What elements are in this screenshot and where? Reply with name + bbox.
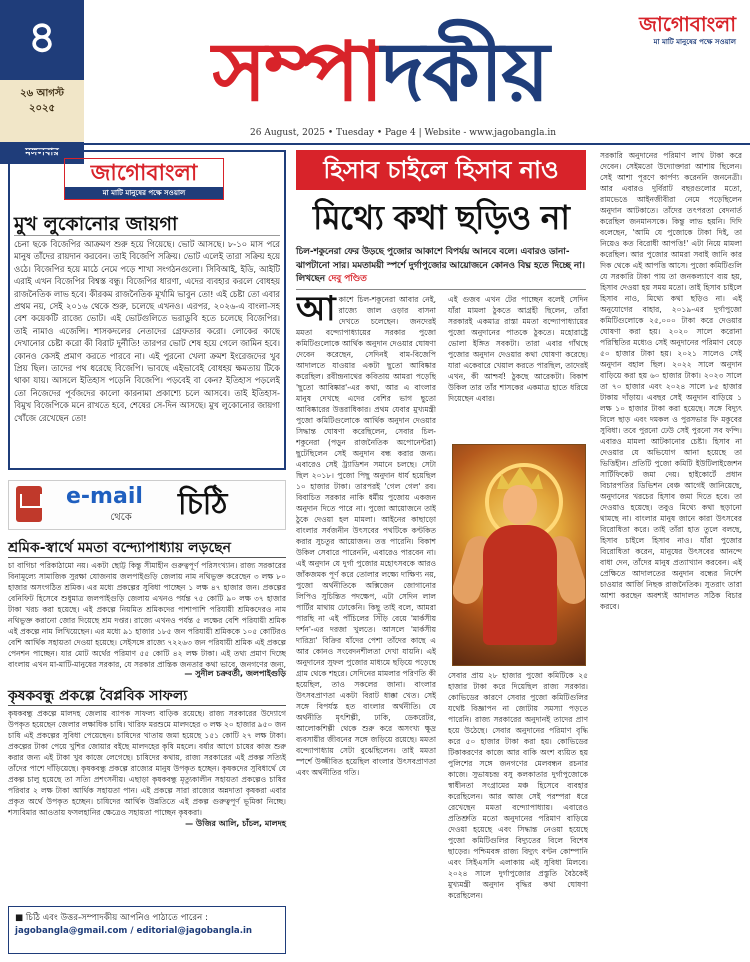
- article-headline-primary: হিসাব চাইলে হিসাব নাও: [296, 150, 586, 190]
- intro-rule: [296, 289, 586, 290]
- durga-idol-image: [452, 444, 586, 666]
- article-intro-text: চিল-শকুনেরা ফের উড়ছে পুজোর আকাশে বিপর্যয় আনবে বলে। এবারও ডানা-ঝাপটানো সার। মমতাময়ী স্পর্শে দুর্গাপুজোর আয়োজনে কোনও বিঘ্ন হতে দিচ্ছে না। লিখছেন: [296, 247, 585, 284]
- article-column-3: সরকারি অনুদানের পরিমাণ লাখ টাকা করে দেবেন। সেইমতো উদ্যোক্তারা আশায় ছিলেন। সেই আশা পূরণে কার্পণ্য করেননি জননেত্রী। আর এবারও দুর্বিরাট বছরগুলোর মতো, রামভেঙে আইনজীবীরা নেমে পড়েছিলেন অনুদান আটকাতে। তাঁদের তৎপরতা বেদনার্ত করেছিল জনমানসকে। কিন্তু লাভ হয়নি। দিদি বলেছেন, 'আমি যে পুজোকে টাকা দিই, তা নিয়েও কত বিরোধী আপত্তি!' এটা নিয়ে মামলা করেছিল। আর পুজোর আমরা সবাই জানি কার দিক থেকে এই আপত্তি আসে। পুজো কমিটিগুলি যে সরকারি টাকা পায় তা জনকল্যাণে ব্যয় হয়, হিসাব দেওয়া হয় সময় মতো। তাই হিসাব চাইলে হিসাব নাও, মিথ্যে কথা ছড়িও না। এই অনুযোগের বাহার, ২০১৯-এর দুর্গাপুজো কমিটিগুলোকে ২৫,০০০ টাকা করে দেওয়ার ঘোষণা করা হয়। ২০২০ সালে করোনা পরিস্থিতির মধ্যেও সেই অনুদানের পরিমাণ বেড়ে ৫০ হাজার টাকা হয়। ২০২১ সালেও সেই অনুদান বহাল ছিল। ২০২২ সালে অনুদান বাড়িয়ে করা হয় ৬০ হাজার টাকা। ২০২৩ সালে তা ৭০ হাজার এবং ২০২৪ সালে ৮৫ হাজার টাকায় দাঁড়ায়। এবছর সেই অনুদান বাড়িয়ে ১ লক্ষ ১০ হাজার টাকা করা হয়েছে। সঙ্গে বিদ্যুৎ বিলে ছাড় এবং দমকল ও পুরসভার ফি মকুবের সুবিধা। তবে পুরনো ঢেউ সেই পুরনো সব ফন্দি। এবারও মামলা আটকানোর চেষ্টা। হিসাব না দেওয়ার যে অভিযোগ আনা হয়েছে তা ভিত্তিহীন। প্রতিটি পুজো কমিটি ইউটিলাইজেশন সার্টিফিকেট জমা দেয়। হাইকোর্টে প্রধান বিচারপতির ডিভিশন বেঞ্চ আগেই জানিয়েছে, অনুদানের খরচের হিসাব জমা দিতে হবে। তা দেওয়াও হয়েছে। তবুও মিথ্যে কথা ছড়ানো থামছে না। বাংলার মানুষ জানে কারা উৎসবের বিরোধিতা করে। তাই তাঁরা হাত তুলে বলছে, হিসাব চাইলে হিসাব নাও। যাঁরা পুজোর বিরোধিতা করেন, মানুষের উৎসবের আনন্দে বাধা দেন, তাঁদের মানুষ প্রত্যাখ্যান করবেন। এই প্রেক্ষিতে আদালতের অনুদান বন্ধের নির্দেশ চাওয়ার আর্জি নিছক রাজনৈতিক। সুতরাং তারা আশা করছেন অবশ্যই আদালত সঠিক বিচার করবে।: [600, 151, 742, 611]
- weekday: মঙ্গলবার: [0, 142, 84, 164]
- page-number: ৪: [0, 0, 84, 80]
- letter-body: চা বাগিচা পরিকাঠামো নয়। একটা ছোট্ট কিন্তু সীমাহীন গুরুত্বপূর্ণ পরিসংখ্যান। রাজ্য সরকারের বিনামূল্যে সামাজিক সুরক্ষা যোজনায় জলপাইগুড়ি জেলায় নাম নথিভুক্ত করেছেন ৩ লক্ষ ৮০ হাজার অসংগঠিত শ্রমিক। এর মধ্যে প্রকল্পের সুবিধা পাচ্ছেন ১ লক্ষ ৪৭ হাজার জন। প্রকল্পের বেনিফিট হিসেবে শুধুমাত্র জলপাইগুড়ি জেলায় এখনও পর্যন্ত ৭৫ কোটি ৯০ লক্ষ ৩৭ হাজার টাকা খরচ করা হয়েছে। এই প্রকল্পে নিয়মিত শ্রমিকদের পাশাপাশি পরিযায়ী শ্রমিকদেরও নাম নথিভুক্ত করানো জোর দিয়েছে শ্রম দপ্তর। রাজ্যে এখনও পর্যন্ত ৫ লক্ষের বেশি পরিযায়ী শ্রমিক এই প্রকল্পে নাম লিখিয়েছেন। এর মধ্যে ৯১ হাজার ১৮৫ জন পরিযায়ী শ্রমিককে ১০৫ কোটিরও বেশি আর্থিক সহায়তা দেওয়া হয়েছে। সেইসঙ্গে রাজ্যে ৭২২৬৩ জন পরিযায়ী শ্রমিক এই প্রকল্পে পেনশন পাচ্ছেন। যার মোট অর্থের পরিমাণ ৫৫ কোটি ৪২ লক্ষ টাকা। এই তথ্য প্রমাণ দিচ্ছে বাংলায় এখন মা-মাটি-মানুষের সরকার, যে সরকার প্রান্তিক জনতার কথা ভাবে, জনগণের জন্য,: [8, 561, 286, 668]
- header-logo-tagline: মা মাটি মানুষের পক্ষে সওয়াল: [653, 38, 736, 46]
- date-box: [0, 80, 84, 142]
- article-column-1-text: কাশে চিল-শকুনেরা আবার নেই, রাজ্যে জাল ওড়ার বাসনা দেখতে চলেছেন। জনদেরই মমতা বন্দ্যোপাধ্যায়ের সরকার পুজো কমিটিগুলোকে আর্থিক অনুদান দেওয়ার ঘোষণা দেবেন করেছেন, সেদিনই বাম-বিজেপি আদালতে যাওয়ার একটা ছুতো আবিষ্কার করেছিল। রবীন্দ্রনাথের কবিতায় আমরা পড়েছি 'ছুতো আবিষ্কার'-এর কথা, আর এ বাংলার মানুষ দেখছে এদের বেশির ভাগ ছুতো আবিষ্কারের উত্তরাধিকার। প্রথম যেবার মুখ্যমন্ত্রী পুজো কমিটিগুলোকে আর্থিক অনুদান দেওয়ার সিদ্ধান্ত ঘোষণা করেছিলেন, সেবার চিল-শকুনেরা (পড়ুন রাজনৈতিক অপোনেন্টরা) ছুটেছিলেন সেই অনুদান বন্ধ করার জন্য। এবারেও সেই ট্র্যাডিশন সমানে চলছে। সেটা ছিল ২০১৮। পুজো পিছু অনুদান ধার্য হয়েছিল ১০ হাজার টাকা। তারপরই 'গেল গেল' রব। বিবাচিত সরকার নাকি ধর্মীয় পুজোয় একজন অনুদান দিতে পারে না। পুজো আয়োজনে তাই ঠুকে দেওয়া হল মামলা। আইনের কাছাড়ো বাংলার সর্বজনীন উৎসবের পথটিকে কণ্টকিত করার সুচতুর আয়োজন। তত্ত পারেনি। বিকাশ উকিল সেবারে পারেননি, এবারেও পারবেন না। এই অনুদান যে দুর্গা পুজোর মহোৎসবকে আরও জাঁকজমক পূর্ণ করে তোলার লক্ষ্যে দাক্ষিণ্য নয়, পুজো অর্থনীতিকে অক্সিজেন জোগানোর লিপিও সুচিন্তিত পদক্ষেপ, এটা সেদিন লাল পার্টির মাথায় ঢোকেনি। কিছু তাই বলে, আমরা পারছি না এই পাঁচিলের সিঁড়ি বেয়ে 'মার্কসীয় দর্শন'-এর দরজা খুলতে। আসলে 'মার্কসীয় দারিদ্র্য' বিক্রির যাঁদের পেশা তাঁদের কাছে এ আর কোনও সংবেদনশীলতা দেখা যায়নি। এই অনুদানের সুফল পুজোর মাধ্যমে ছড়িয়ে পড়েছে গ্রাম থেকে শহরে। সেদিনের মামলার পরিণতি কী হয়েছিল, তাও সকলের জানা। বাংলার উৎসবপ্রাণতা একটা বিরাট ধাক্কা খেত। সেই সঙ্গে বিপর্যস্ত হত বাংলার অর্থনীতি। যে অর্থনীতি মৃৎশিল্পী, ঢাকি, ডেকরেটর, আলোকশিল্পী থেকে শুরু করে অসংখ্য ক্ষুদ্র ব্যবসায়ীর জীবনের সঙ্গে জড়িয়ে রয়েছে। মমতা বন্দ্যোপাধ্যায় সেটা বুঝেছিলেন। তাই মমতা স্পর্শে উজ্জীবিত হয়েছিল বাংলার উৎসবপ্রাণতা এবং অর্থনীতির গতি।: [296, 295, 436, 777]
- dropcap: আ: [296, 294, 336, 329]
- email-word: চিঠি: [178, 487, 228, 522]
- article-column-2: এই গুজব এখন টের পাচ্ছেন বলেই সেদিন যাঁরা মামলা ঠুকতে আগ্রহী ছিলেন, তাঁরা সরকারই একমাত্র রাস্তা মমতা বন্দ্যোপাধ্যায়ের পুজো অনুদানের পাতকে ঠুকতে। মহোরাষ্ট্রে ভোলা ইঙ্গিত সবকটা। তারা এবার গাঁথছে পুজোর অনুদান দেওয়ার কথা ঘোষণা করেছে। যারা একেবারে খেয়াল করতে পারছিল, তাদেরই এখন, কী আশ্চর্য! ঠুকছে আরেকটা। বিকাশ উকিল তার তাঁর শাসকের একমাত্র হাতে ধরিয়ে দিয়েছেন এবার।: [448, 295, 588, 403]
- contact-box: [8, 906, 286, 954]
- header-rule: [0, 143, 750, 145]
- article-author: দেবু পণ্ডিত: [328, 274, 367, 284]
- face-shape: [503, 485, 537, 525]
- contact-emails[interactable]: jagobangla@gmail.com / editorial@jagobangla.in: [15, 926, 253, 936]
- letter-title: কৃষকবন্ধু প্রকল্পে বৈপ্লবিক সাফল্য: [8, 684, 286, 706]
- editorial-logo-text: জাগোবাংলা: [90, 160, 198, 186]
- masthead-part1: সম্পা: [212, 24, 382, 120]
- letter-title: শ্রমিক-স্বার্থে মমতা বন্দ্যোপাধ্যায় লড়ছেন: [8, 536, 286, 558]
- article-intro: [296, 246, 586, 288]
- masthead-title: [180, 20, 580, 125]
- editorial-logo: [64, 158, 224, 200]
- header-logo-text: জাগোবাংলা: [639, 12, 736, 36]
- date-line1: ২৬ আগস্ট: [20, 88, 64, 99]
- editorial-body: চেনা ছকে বিজেপির আক্রমণ শুরু হয়ে গিয়েছে। ভোট আসছে। ৮-১০ মাস পরে মানুষ তাঁদের রায়দান করবেন। তাই বিজেপি সক্রিয়। ভোট এলেই তারা সক্রিয় হয়ে ওঠে। বিজেপির হয়ে মাঠে নেমে পড়ে শাখা সংগঠনগুলো। সিবিআই, ইডি, আইটি এরাই এখন বিজেপির বিশ্বস্ত বন্ধু। বিজেপির ধারণা, এদের ব্যবহার করলে বোধহয় রাজনৈতিক লাভ হবে। কীরকম রাজনৈতিক মূর্খামি ভাবুন তো! এই চেষ্টা তো এবার প্রথম নয়, সেই ২০১৬ থেকে শুরু, চলেছে এখনও। এরপর, ২০২৬-এ বাংলা-সহ বেশ কয়েকটি রাজ্যে ভোট। এই ভোটগুলিতে ভরাডুবি হতে চলেছে বিজেপির। তাই নামাও এজেন্সি। শাসকদলের নেতাদের গ্রেফতার করো। লোকের কাছে দেখানোর চেষ্টা করো কী বিরাট দুর্নীতি! তারপর ভোট শেষ হয়ে গেলে জামিন হবে। কোনও কেসই প্রমাণ করতে পারবে না। এই পুরনো খেলা ক্রমশ ইংরেজদের খুব প্রিয় ছিল। তাদের পথ ধরেছে বিজেপি। ভাবছে এইভাবেই বোধহয় ক্ষমতায় টিকে থাকা যায়। আসলে ইতিহাস পড়েনি বিজেপি। পড়বেই বা কেন? ইতিহাস পড়লেই তো নিজেদের পূর্বজদের কালো কারনামা প্রকাশ্যে চলে আসবে। তাই ইতিহাস-বিমুখ বিজেপিকে মনে রাখতে হবে, শেষের সে-দিন আসছে। মুখ লুকোনোর জায়গা খোঁজে রেখেছেন তো!: [14, 239, 280, 423]
- letter-signature: — সুনীল চক্রবর্তী, জলপাইগুড়ি: [184, 669, 286, 678]
- email-label: e-mail: [66, 484, 143, 509]
- email-sub: থেকে: [110, 512, 132, 523]
- editorial-title: মুখ লুকোনোর জায়গা: [14, 210, 280, 236]
- body-shape: [483, 525, 557, 645]
- masthead-part2: দকীয়: [381, 24, 548, 120]
- article-column-1: [296, 294, 436, 952]
- mailbox-icon: [16, 486, 42, 522]
- letter-body: কৃষকবন্ধু প্রকল্পে মালদহ জেলায় ব্যাপক সাফল্য বাড়িক রয়েছে। রাজ্য সরকারের উদ্যোগে উপকৃত হয়েছেন জেলার লক্ষাধিক চাষি। খারিফ মরশুমে মালদহের ৩ লক্ষ ২০ হাজার ৯৫০ জন চাষি এই প্রকল্পের সুবিধা পেয়েছেন। চাষিদের খাতায় জমা হয়েছে ১৫১ কোটি ২৭ লক্ষ টাকা। প্রকল্পের টাকা পেয়ে খুশির জোয়ার বইছে মালদহের কৃষি মহলে। বর্ষার আগে চাষের কাজ শুরু করার জন্য এই টাকা খুব কাজে লেগেছে। চাষিদের কথায়, রাজ্য সরকারের এই প্রকল্প সত্যিই তাঁদের পাশে দাঁড়িয়েছে। কৃষকবন্ধু প্রকল্পে রাজ্যের মানুষ উপকৃত হচ্ছেন। কৃষকদের সুবিধার্থে যে প্রকল্প চালু হয়েছে তা সত্যি প্রশংসনীয়। এছাড়া কৃষকবন্ধু মৃত্যুকালীন সহায়তা প্রকল্পেও চাষির পরিবার ২ লক্ষ টাকা আর্থিক সহায়তা পান। এই প্রকল্পে সারা রাজ্যের অন্নদাতা কৃষকরা এবার প্রকৃত অর্থে উপকৃত হচ্ছেন। চাষিদের আর্থিক উন্নতিতে এই প্রকল্প গুরুত্বপূর্ণ ভূমিকা নিচ্ছে। শস্যবিমার আওতায় ফসলহানির ক্ষেত্রেও সহায়তা পাচ্ছেন কৃষকরা।: [8, 709, 286, 817]
- dateline: 26 August, 2025 • Tuesday • Page 4 | Website - www.jagobangla.in: [250, 128, 556, 138]
- editorial-logo-tagline: মা মাটি মানুষের পক্ষে সওয়াল: [65, 187, 223, 199]
- contact-line: ■ চিঠি এবং উত্তর-সম্পাদকীয় আপনিও পাঠাতে পারেন :: [15, 913, 208, 923]
- date-line2: ২০২৫: [29, 103, 55, 114]
- header-logo: [586, 12, 736, 52]
- letter-signature: — উজির আলি, চাঁচল, মালদহ: [185, 819, 286, 828]
- article-column-2-continued: সেবার প্রায় ২৮ হাজার পুজো কমিটিকে ২৫ হাজার টাকা করে দিয়েছিল রাজ্য সরকার। কোভিডের কারণে সেবার পুজো কমিটিগুলির যথেষ্ট বিজ্ঞাপন না জোটায় সমস্যা পড়তে পারেনি। রাজ্য সরকারের অনুদানই তাদের প্রাণ হয়ে উঠেছে। সেবার অনুদানের পরিমাণ বৃদ্ধি করে ৫০ হাজার টাকা করা হয়। কোভিডের টিকাকরণের কাজে আর বাকি অংশ ব্যয়িত হয় পুলিশের সঙ্গে জনগণের মেলবন্ধন রচনার কাজে। সুভাষচন্দ্র বসু কলকাতার দুর্গাপুজোকে স্বাধীনতা সংগ্রামের মঞ্চ হিসেবে ব্যবহার করেছিলেন। আর আজ সেই পরম্পরা ধরে রেখেছেন মমতা বন্দ্যোপাধ্যায়। এবারেও প্রতিশ্রুতি মতো অনুদানের পরিমাণ বাড়িয়ে দেওয়া হয়েছে এবং সিদ্ধান্ত নেওয়া হয়েছে পুজো কমিটিগুলির বিদ্যুতের বিলে বিশেষ ছাড়ের। পশ্চিমবঙ্গ রাজ্য বিদ্যুৎ বণ্টন কোম্পানি এবং সিইএসসি এলাকায় এই সুবিধা মিলবে। ২০২৪ সালে দুর্গাপুজোর প্রস্তুতি বৈঠকেই মুখ্যমন্ত্রী অনুদান বৃদ্ধির কথা ঘোষণা করেছিলেন।: [448, 671, 588, 900]
- article-headline-secondary: মিথ্যে কথা ছড়িও না: [312, 198, 569, 237]
- email-label-group: [66, 484, 176, 526]
